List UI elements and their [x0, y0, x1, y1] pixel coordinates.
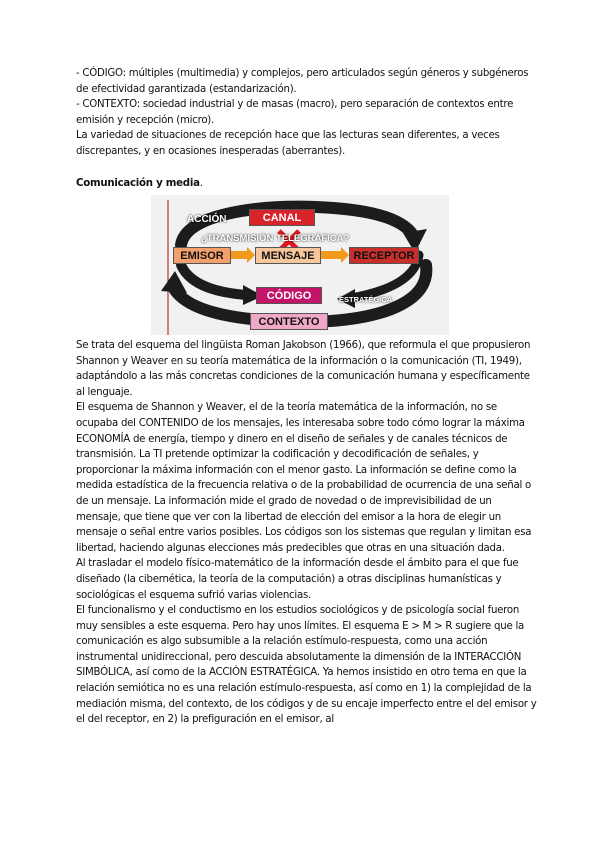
paragraph-recepcion: La variedad de situaciones de recepción hace que las lecturas sean diferentes, a veces discrepantes, y en ocasiones inesperadas (aberrantes). [76, 130, 500, 157]
box-codigo: CÓDIGO [256, 287, 322, 304]
box-receptor: RECEPTOR [349, 247, 419, 264]
intro-text-block [76, 66, 538, 160]
box-contexto: CONTEXTO [250, 313, 328, 330]
paragraph-shannon-weaver: El esquema de Shannon y Weaver, el de la teoría matemática de la información, no se ocupaba del CONTENIDO de los mensajes, les interesaba sobre todo cómo lograr la máxima ECONOMÍA de energía, tiempo y dinero en el diseño de señales y de canales técnicos de transmisión. La TI pretende optimizar la codificación y decodificación de señales, y proporcionar la máxima información con el menor gasto. La información se define como la medida estadística de la frecuencia relativa o de la probabilidad de ocurrencia de una señal o de un mensaje. La información mide el grado de novedad o de imprevisibilidad de un mensaje, que tiene que ver con la libertad de elección del emisor a la hora de elegir un mensaje o señal entre varios posibles. Los códigos son los sistemas que regulan y limitan esa libertad, haciendo algunas elecciones más predecibles que otras en una situación dada. [76, 402, 532, 554]
paragraph-modelo-fisico: Al trasladar el modelo físico-matemático de la información desde el ámbito para el que fue diseñado (la cibernética, la teoría de la computación) a otras disciplinas humanísticas y sociológicas el esquema sufrió varias violencias. [76, 558, 519, 601]
main-text-block [76, 338, 538, 728]
communication-diagram [151, 195, 449, 335]
box-canal: CANAL [249, 209, 315, 226]
section-heading-text: Comunicación y media [76, 178, 200, 189]
emisor-to-mensaje-arrow [231, 247, 255, 263]
paragraph-funcionalismo: El funcionalismo y el conductismo en los estudios sociológicos y de psicología social fueron muy sensibles a este esquema. Pero hay unos límites. El esquema E > M > R sugiere que la comunicación es algo subsumible a la relación estímulo-respuesta, como una acción instrumental unidireccional, pero descuida absolutamente la dimensión de la INTERACCIÓN SIMBÓLICA, así como de la ACCIÓN ESTRATÉGICA. Ya hemos insistido en otro tema en que la relación semiótica no es una relación estímulo-respuesta, así como en 1) la complejidad de la mediación misma, del contexto, de los códigos y de su encaje imperfecto entre el del emisor y el del receptor, en 2) la prefiguración en el emisor, al [76, 605, 537, 726]
section-heading-period: . [199, 178, 203, 189]
mensaje-to-receptor-arrow [321, 247, 349, 263]
inner-left-arrow [181, 265, 246, 295]
section-heading [76, 178, 203, 189]
box-mensaje: MENSAJE [255, 247, 321, 264]
label-transmision-telegrafica: ¿TRANSMISIÓN TELEGRÁFICA? [201, 233, 350, 244]
label-estrategica: ESTRATÉGICA [339, 295, 393, 304]
label-accion: ACCIÓN [187, 214, 227, 225]
paragraph-jakobson: Se trata del esquema del lingüista Roman Jakobson (1966), que reformula el que propusieron Shannon y Weaver en su teoría matemática de la información o la comunicación (TI, 1949), adaptándolo a las más concretas condiciones de la comunicación humana y específicamente al lenguaje. [76, 340, 531, 398]
paragraph-codigo: - CÓDIGO: múltiples (multimedia) y complejos, pero articulados según géneros y subgéneros de efectividad garantizada (estandarización). [76, 68, 529, 95]
paragraph-contexto: - CONTEXTO: sociedad industrial y de masas (macro), pero separación de contextos entre emisión y recepción (micro). [76, 99, 514, 126]
box-emisor: EMISOR [173, 247, 231, 264]
